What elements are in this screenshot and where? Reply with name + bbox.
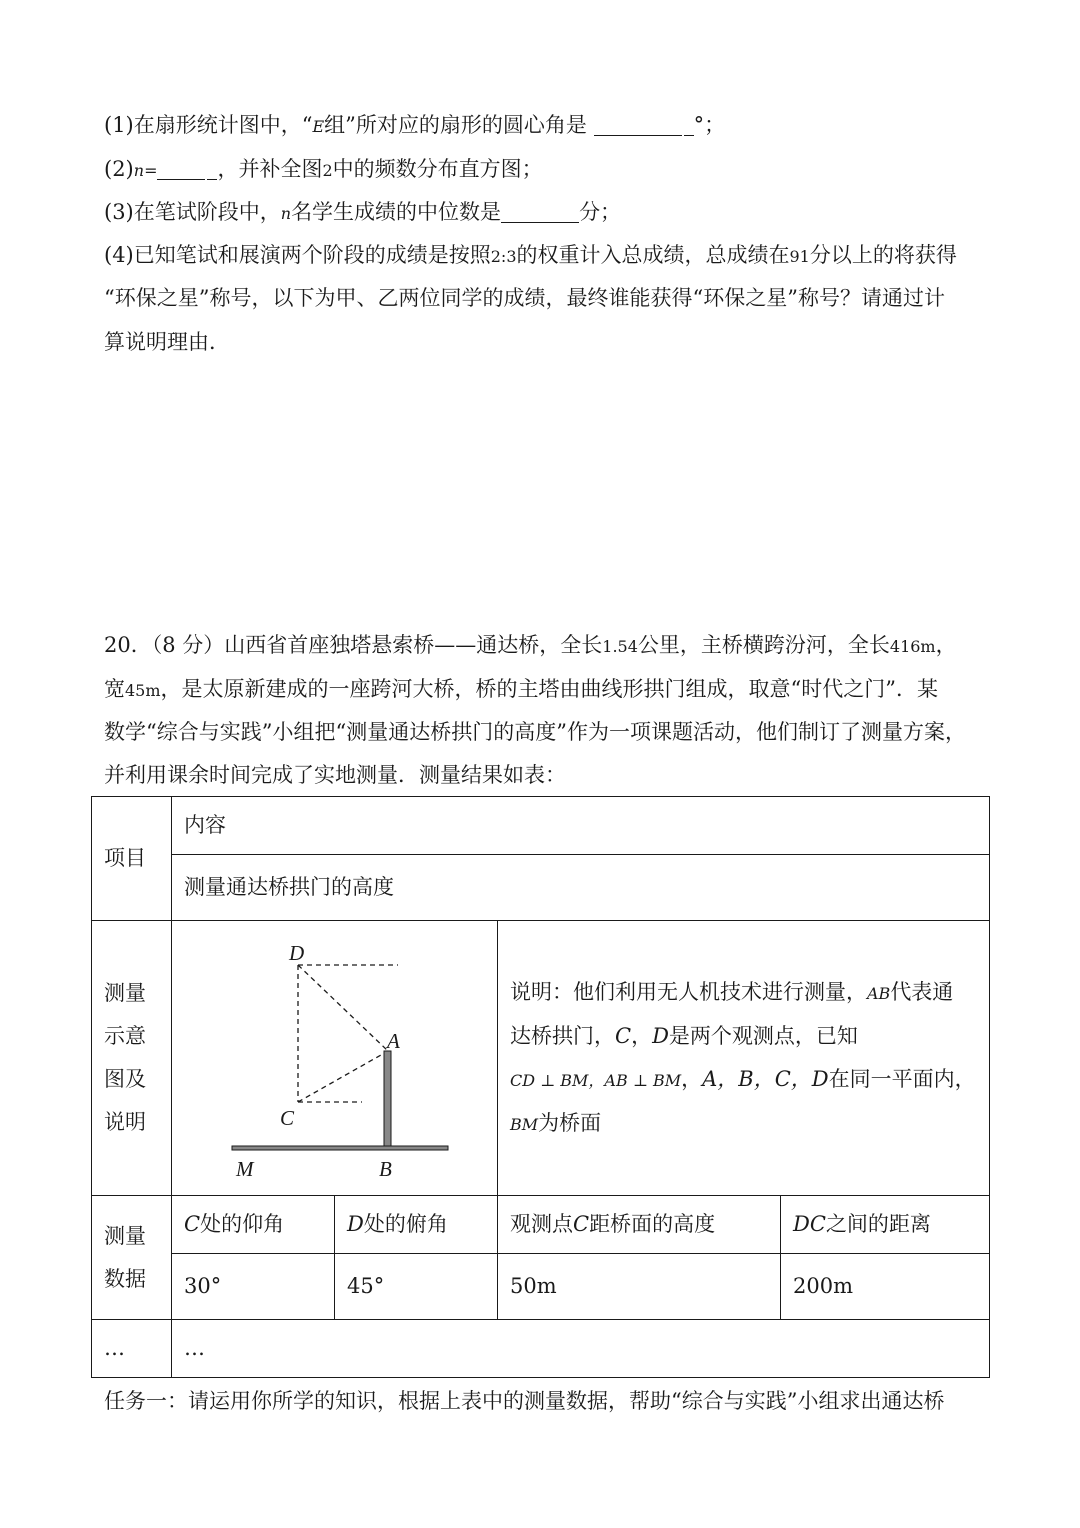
content-label: 内容 [172, 797, 990, 855]
q19-p3-tail: 分； [579, 200, 622, 224]
var-D: D [652, 1023, 669, 1048]
value-distance: 200m [781, 1254, 990, 1320]
header-text: 之间的距离 [825, 1212, 931, 1236]
arch-AB [384, 1051, 391, 1146]
explain-text-2: 达桥拱门， [510, 1023, 615, 1048]
content-value: 测量通达桥拱门的高度 [172, 855, 990, 921]
header-text: 处的俯角 [363, 1212, 448, 1236]
q19-p2-label: (2) [104, 157, 134, 181]
explain-line-3 [510, 1058, 989, 1102]
explain-line-1 [510, 971, 989, 1015]
data-label-2: 数据 [104, 1266, 146, 1291]
points-list: A，B，C，D [702, 1066, 829, 1091]
diagram-label-1: 测量 [104, 981, 146, 1005]
explain-text-1: 说明：他们利用无人机技术进行测量， [510, 979, 867, 1004]
label-D: D [289, 940, 305, 965]
q19-p3-text2: 名学生成绩的中位数是 [291, 200, 502, 224]
value-height: 50m [498, 1254, 781, 1320]
var-E: E [312, 117, 325, 136]
answer-blank-1b [684, 113, 694, 136]
item-label: 项目 [92, 797, 172, 921]
segment-DA [298, 965, 388, 1051]
explain-sep: ， [631, 1023, 653, 1048]
q19-p1-text2: 组”所对应的扇形的圆心角是 [324, 113, 587, 137]
header-text: 距桥面的高度 [589, 1212, 716, 1236]
main-bridge-length: 416m [889, 637, 936, 656]
q19-p1-tail: °； [693, 113, 726, 137]
explain-cell [498, 921, 990, 1196]
diagram-label-2: 示意 [104, 1024, 146, 1048]
bridge-deck-BM [232, 1146, 448, 1150]
q19-p2-text: ，并补全图 [217, 157, 323, 181]
measurement-table [91, 796, 990, 1378]
q19-part2 [104, 154, 543, 186]
q19-part4 [104, 240, 957, 272]
value-depression: 45° [335, 1254, 498, 1320]
diagram-label [92, 921, 172, 1196]
var-AB: AB [867, 983, 891, 1003]
q19-p4-text2: 的权重计入总成绩，总成绩在 [516, 243, 790, 267]
var-n: n [280, 204, 292, 223]
header-pt: C [573, 1212, 590, 1236]
q20-line1 [104, 630, 957, 662]
answer-blank-2b [207, 157, 217, 180]
header-pt: D [347, 1212, 364, 1236]
var-C: C [615, 1023, 632, 1048]
label-B: B [379, 1156, 392, 1181]
data-label [92, 1196, 172, 1320]
header-height-C [498, 1196, 781, 1254]
diagram-cell [172, 921, 498, 1196]
explain-text-2b: 是两个观测点，已知 [668, 1023, 858, 1048]
explain-line-2 [510, 1015, 989, 1058]
header-depression-D [335, 1196, 498, 1254]
q19-part3 [104, 197, 621, 229]
q20-line2 [104, 674, 938, 706]
header-pt: DC [793, 1212, 826, 1236]
q20-text-a: 20．（8 分）山西省首座独塔悬索桥——通达桥，全长 [104, 633, 603, 657]
q19-p3-text: (3)在笔试阶段中， [104, 200, 281, 224]
var-BM: BM [510, 1114, 539, 1134]
q20-text-b: 公里，主桥横跨汾河，全长 [637, 633, 890, 657]
label-A: A [387, 1028, 400, 1053]
q19-part4-line2: “环保之星”称号，以下为甲、乙两位同学的成绩，最终谁能获得“环保之星”称号？请通过计 [104, 286, 945, 310]
header-text: 处的仰角 [200, 1212, 285, 1236]
ellipsis-right: … [172, 1320, 990, 1378]
explain-text-4: 为桥面 [538, 1110, 602, 1135]
header-elevation-C [172, 1196, 335, 1254]
var-n: n [133, 161, 145, 180]
explain-sep2: ， [681, 1066, 703, 1091]
bridge-width: 45m [125, 681, 161, 700]
data-label-1: 测量 [104, 1223, 146, 1248]
header-distance-DC [781, 1196, 990, 1254]
label-C: C [280, 1105, 295, 1130]
q20-text-c: ， [935, 633, 957, 657]
answer-blank-2[interactable] [157, 157, 205, 180]
q19-part1 [104, 110, 725, 142]
answer-blank-3[interactable] [501, 200, 579, 223]
explain-text-3: 在同一平面内， [828, 1066, 976, 1091]
q19-p1-text: (1)在扇形统计图中，“ [104, 113, 313, 137]
value-elevation: 30° [172, 1254, 335, 1320]
perpendicular-expr: CD ⊥ BM，AB ⊥ BM [510, 1070, 682, 1090]
score-threshold: 91 [789, 247, 810, 266]
segment-CA [298, 1051, 388, 1102]
q20-line3: 数学“综合与实践”小组把“测量通达桥拱门的高度”作为一项课题活动，他们制订了测量方案， [104, 720, 966, 744]
weight-ratio: 2:3 [490, 247, 517, 266]
explain-text-1b: 代表通 [890, 979, 954, 1004]
answer-blank-1[interactable] [594, 113, 682, 136]
figure-number: 2 [322, 161, 333, 180]
explain-line-4 [510, 1102, 989, 1146]
q19-p2-tail: 中的频数分布直方图； [332, 157, 543, 181]
q20-text-e: ，是太原新建成的一座跨河大桥，桥的主塔由曲线形拱门组成，取意“时代之门”．某 [160, 677, 938, 701]
header-pt: C [184, 1212, 201, 1236]
task-one: 任务一：请运用你所学的知识，根据上表中的测量数据，帮助“综合与实践”小组求出通达桥 [104, 1389, 945, 1413]
bridge-diagram [172, 922, 498, 1195]
equals-sign: = [144, 161, 158, 180]
diagram-label-3: 图及 [104, 1067, 146, 1091]
q20-line4: 并利用课余时间完成了实地测量．测量结果如表： [104, 763, 566, 787]
q19-p4-text: (4)已知笔试和展演两个阶段的成绩是按照 [104, 243, 491, 267]
ellipsis-left: … [92, 1320, 172, 1378]
diagram-label-4: 说明 [104, 1110, 146, 1134]
q19-part4-line3: 算说明理由． [104, 330, 230, 354]
label-M: M [236, 1156, 254, 1181]
q19-p4-text3: 分以上的将获得 [809, 243, 957, 267]
bridge-length: 1.54 [602, 637, 638, 656]
q20-text-d: 宽 [104, 677, 125, 701]
header-pre: 观测点 [510, 1212, 573, 1236]
